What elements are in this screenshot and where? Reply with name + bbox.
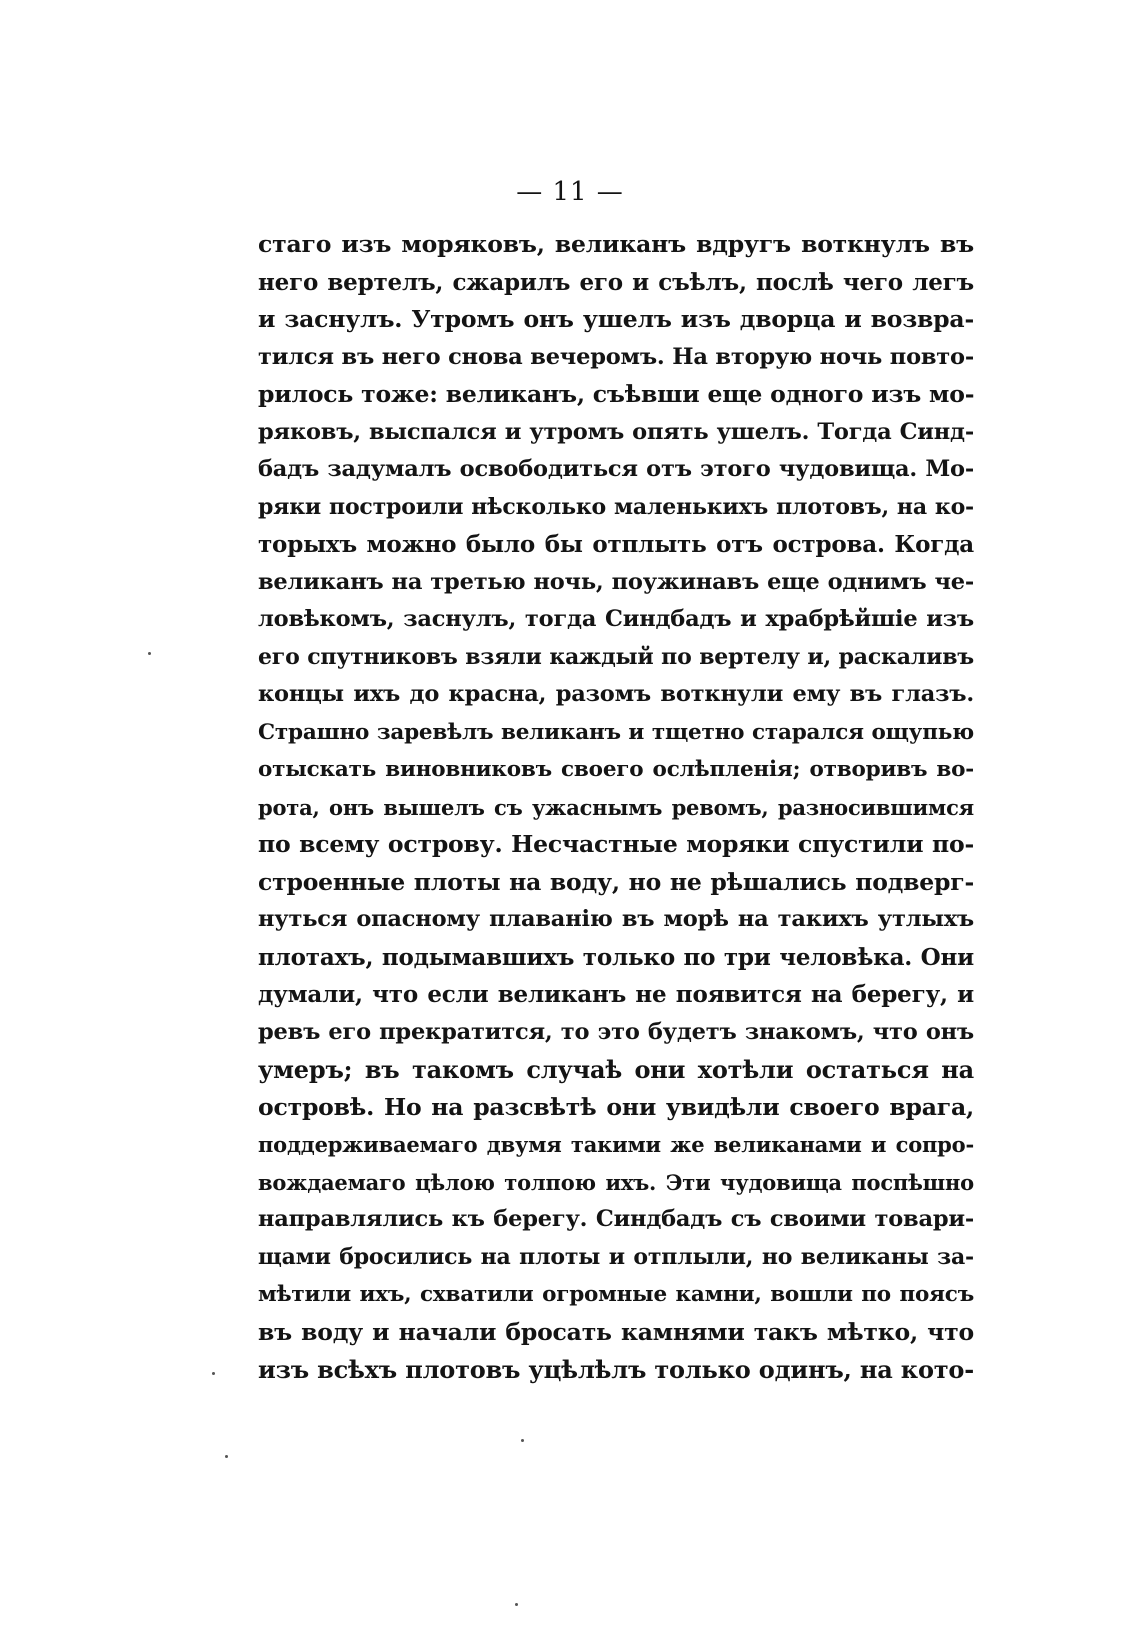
scan-speck	[148, 652, 151, 655]
text-line: рота, онъ вышелъ съ ужаснымъ ревомъ, разносившимся	[258, 794, 974, 820]
text-line: великанъ на третью ночь, поужинавъ еще однимъ че-	[258, 568, 974, 595]
text-line: мѣтили ихъ, схватили огромные камни, вошли по поясъ	[258, 1282, 974, 1307]
text-line: изъ всѣхъ плотовъ уцѣлѣлъ только одинъ, на кото-	[258, 1355, 974, 1384]
text-line: него вертелъ, сжарилъ его и съѣлъ, послѣ чего легъ	[258, 268, 974, 296]
text-line: плотахъ, подымавшихъ только по три человѣка. Они	[258, 943, 974, 971]
text-line: его спутниковъ взяли каждый по вертелу и, раскаливъ	[258, 643, 974, 670]
scan-speck	[225, 1455, 228, 1458]
text-line: и заснулъ. Утромъ онъ ушелъ изъ дворца и возвра-	[258, 305, 974, 333]
text-line: рилось тоже: великанъ, съѣвши еще одного изъ мо-	[258, 380, 974, 408]
text-line: щами бросились на плоты и отплыли, но великаны за-	[258, 1243, 974, 1270]
scan-speck	[212, 1372, 215, 1375]
text-line: вождаемаго цѣлою толпою ихъ. Эти чудовища поспѣшно	[258, 1169, 974, 1195]
text-line: Страшно заревѣлъ великанъ и тщетно старался ощупью	[258, 719, 974, 745]
scan-speck	[521, 1439, 524, 1442]
text-line: островѣ. Но на разсвѣтѣ они увидѣли своего врага,	[258, 1092, 974, 1121]
text-line: направлялись къ берегу. Синдбадъ съ своими товари-	[258, 1206, 974, 1232]
text-line: концы ихъ до красна, разомъ воткнули ему въ глазъ.	[258, 681, 974, 707]
text-line: нуться опасному плаванію въ морѣ на такихъ утлыхъ	[258, 906, 974, 932]
text-line: строенные плоты на воду, но не рѣшались подверг-	[258, 867, 974, 896]
text-line: тился въ него снова вечеромъ. На вторую ночь повто-	[258, 343, 974, 370]
text-line: ловѣкомъ, заснулъ, тогда Синдбадъ и храбрѣйшіе изъ	[258, 606, 974, 632]
text-line: умеръ; въ такомъ случаѣ они хотѣли остаться на	[258, 1055, 974, 1084]
text-line: въ воду и начали бросать камнями такъ мѣтко, что	[258, 1317, 974, 1346]
text-line: поддерживаемаго двумя такими же великанами и сопро-	[258, 1132, 974, 1157]
text-line: ряки построили нѣсколько маленькихъ плотовъ, на ко-	[258, 493, 974, 520]
scan-speck	[515, 1603, 518, 1606]
text-line: отыскать виновниковъ своего ослѣпленія; отворивъ во-	[258, 757, 974, 782]
text-line: стаго изъ моряковъ, великанъ вдругъ воткнулъ въ	[258, 230, 974, 258]
body-text	[258, 226, 974, 1389]
text-line: думали, что если великанъ не появится на берегу, и	[258, 981, 974, 1008]
text-line: бадъ задумалъ освободиться отъ этого чудовища. Мо-	[258, 456, 974, 482]
page-number: — 11 —	[516, 177, 624, 207]
text-line: по всему острову. Несчастные моряки спустили по-	[258, 830, 974, 858]
text-line: торыхъ можно было бы отплыть отъ острова. Когда	[258, 531, 974, 558]
text-line: ревъ его прекратится, то это будетъ знакомъ, что онъ	[258, 1018, 974, 1045]
text-line: ряковъ, выспался и утромъ опять ушелъ. Тогда Синд-	[258, 418, 974, 445]
